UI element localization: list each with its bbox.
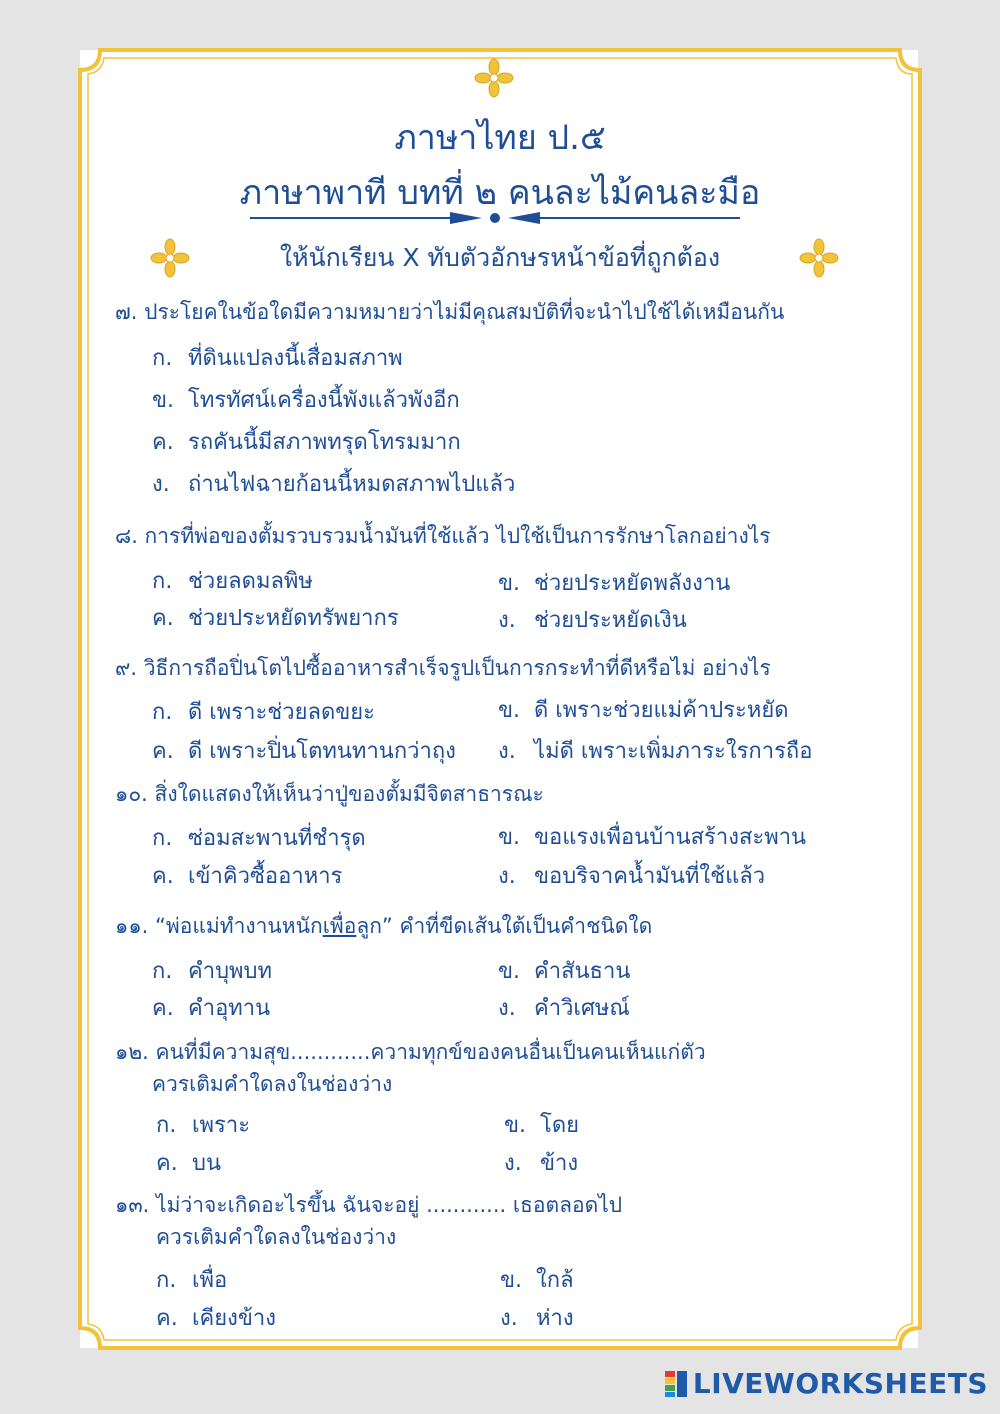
option-letter: ข. xyxy=(498,825,521,850)
option-text: ที่ดินแปลงนี้เสื่อมสภาพ xyxy=(188,346,403,371)
title-divider xyxy=(250,208,740,228)
option-letter: ง. xyxy=(498,739,516,764)
option-letter: ค. xyxy=(156,1151,178,1176)
option-text: เพื่อ xyxy=(192,1268,228,1293)
option-letter: ง. xyxy=(500,1306,518,1331)
option-text: ไม่ดี เพราะเพิ่มภาระใรการถือ xyxy=(534,739,813,764)
worksheet-subtitle: ภาษาพาที บทที่ ๒ คนละไม้คนละมือ xyxy=(239,173,761,213)
option-letter: ค. xyxy=(152,996,174,1021)
option-text: บน xyxy=(192,1151,222,1176)
question-8-stem: ๘. การที่พ่อของตั้มรวบรวมน้ำมันที่ใช้แล้ว ไปใช้เป็นการรักษาโลกอย่างไร xyxy=(115,524,771,548)
stem-suffix: ลูก” คำที่ขีดเส้นใต้เป็นคำชนิดใด xyxy=(356,914,653,938)
option-letter: ค. xyxy=(152,430,174,455)
option-letter: ง. xyxy=(504,1151,522,1176)
option-letter: ค. xyxy=(152,864,174,889)
question-10-option-c[interactable] xyxy=(152,858,342,893)
option-letter: ง. xyxy=(152,472,170,497)
option-text: เข้าคิวซื้ออาหาร xyxy=(188,864,343,889)
question-13-option-a[interactable] xyxy=(156,1262,227,1297)
option-letter: ก. xyxy=(152,569,173,594)
option-text: คำวิเศษณ์ xyxy=(534,996,630,1021)
question-11-stem xyxy=(115,910,652,943)
option-text: ใกล้ xyxy=(536,1268,574,1293)
option-text: ช่วยลดมลพิษ xyxy=(188,569,313,594)
option-text: ถ่านไฟฉายก้อนนี้หมดสภาพไปแล้ว xyxy=(188,472,516,497)
question-12-option-c[interactable] xyxy=(156,1145,221,1180)
option-text: คำสันธาน xyxy=(534,959,631,984)
question-7-stem: ๗. ประโยคในข้อใดมีความหมายว่าไม่มีคุณสมบัติที่จะนำไปใช้ได้เหมือนกัน xyxy=(115,300,785,324)
question-8-option-a[interactable] xyxy=(152,563,313,598)
option-text: ช่วยประหยัดทรัพยากร xyxy=(188,606,399,631)
question-8-option-b[interactable] xyxy=(498,565,730,600)
option-letter: ค. xyxy=(152,606,174,631)
question-10-option-d[interactable] xyxy=(498,858,765,893)
question-12-option-a[interactable] xyxy=(156,1107,250,1142)
top-flower-ornament-icon xyxy=(474,58,514,98)
question-13-stem-line2: ควรเติมคำใดลงในช่องว่าง xyxy=(156,1225,397,1249)
question-11-option-d[interactable] xyxy=(498,990,630,1025)
option-letter: ก. xyxy=(152,700,173,725)
question-12-option-b[interactable] xyxy=(504,1107,579,1142)
option-text: ดี เพราะช่วยลดขยะ xyxy=(188,700,375,725)
question-13-option-b[interactable] xyxy=(500,1262,574,1297)
question-7-option-c[interactable] xyxy=(152,424,461,459)
option-letter: ข. xyxy=(498,959,521,984)
question-9-option-a[interactable] xyxy=(152,694,375,729)
option-text: เพราะ xyxy=(192,1113,251,1138)
option-letter: ข. xyxy=(504,1113,527,1138)
option-text: ช่วยประหยัดเงิน xyxy=(534,608,687,633)
question-12-stem-line2: ควรเติมคำใดลงในช่องว่าง xyxy=(152,1072,393,1096)
option-letter: ง. xyxy=(498,608,516,633)
option-letter: ข. xyxy=(152,388,175,413)
question-9-option-c[interactable] xyxy=(152,733,456,768)
option-text: รถคันนี้มีสภาพทรุดโทรมมาก xyxy=(188,430,461,455)
instruction-text: ให้นักเรียน X ทับตัวอักษรหน้าข้อที่ถูกต้อง xyxy=(279,243,721,272)
liveworksheets-brand[interactable] xyxy=(665,1367,988,1400)
question-7-option-d[interactable] xyxy=(152,466,515,501)
option-text: ข้าง xyxy=(540,1151,579,1176)
stem-prefix: ๑๑. “พ่อแม่ทำงานหนัก xyxy=(115,914,323,938)
option-text: ขอบริจาคน้ำมันที่ใช้แล้ว xyxy=(534,864,766,889)
question-9-option-d[interactable] xyxy=(498,733,812,768)
option-letter: ข. xyxy=(498,571,521,596)
question-13-stem: ๑๓. ไม่ว่าจะเกิดอะไรขึ้น ฉันจะอยู่ ............ เธอตลอดไป xyxy=(115,1193,623,1217)
question-9-option-b[interactable] xyxy=(498,692,789,727)
option-letter: ข. xyxy=(500,1268,523,1293)
worksheet-title: ภาษาไทย ป.๕ xyxy=(394,118,606,158)
question-11-option-b[interactable] xyxy=(498,953,630,988)
question-10-option-b[interactable] xyxy=(498,819,806,854)
option-letter: ก. xyxy=(152,959,173,984)
question-7-option-a[interactable] xyxy=(152,340,403,375)
underlined-word: เพื่อ xyxy=(322,914,357,938)
option-text: โทรทัศน์เครื่องนี้พังแล้วพังอีก xyxy=(188,388,460,413)
option-text: คำบุพบท xyxy=(188,959,273,984)
question-9-stem: ๙. วิธีการถือปิ่นโตไปซื้ออาหารสำเร็จรูปเป็นการกระทำที่ดีหรือไม่ อย่างไร xyxy=(115,656,771,680)
option-text: ดี เพราะช่วยแม่ค้าประหยัด xyxy=(534,698,789,723)
option-text: ขอแรงเพื่อนบ้านสร้างสะพาน xyxy=(534,825,807,850)
option-text: ห่าง xyxy=(536,1306,574,1331)
option-letter: ง. xyxy=(498,996,516,1021)
option-text: คำอุทาน xyxy=(188,996,271,1021)
option-letter: ก. xyxy=(156,1268,177,1293)
question-10-option-a[interactable] xyxy=(152,820,366,855)
question-10-stem: ๑๐. สิ่งใดแสดงให้เห็นว่าปู่ของตั้มมีจิตสาธารณะ xyxy=(115,782,544,806)
option-letter: ค. xyxy=(156,1306,178,1331)
question-11-option-a[interactable] xyxy=(152,953,272,988)
question-11-option-c[interactable] xyxy=(152,990,270,1025)
option-text: ช่วยประหยัดพลังงาน xyxy=(534,571,731,596)
question-8-option-c[interactable] xyxy=(152,600,399,635)
question-13-option-d[interactable] xyxy=(500,1300,574,1335)
option-text: ดี เพราะปิ่นโตทนทานกว่าถุง xyxy=(188,739,456,764)
question-12-option-d[interactable] xyxy=(504,1145,578,1180)
question-13-option-c[interactable] xyxy=(156,1300,276,1335)
option-letter: ง. xyxy=(498,864,516,889)
option-letter: ค. xyxy=(152,739,174,764)
option-letter: ก. xyxy=(152,346,173,371)
liveworksheets-wordmark: LIVEWORKSHEETS xyxy=(692,1367,988,1400)
liveworksheets-logo-icon xyxy=(665,1371,687,1397)
option-text: โดย xyxy=(540,1113,579,1138)
question-7-option-b[interactable] xyxy=(152,382,460,417)
option-text: ซ่อมสะพานที่ชำรุด xyxy=(188,826,366,851)
question-12-stem: ๑๒. คนที่มีความสุข............ความทุกข์ของคนอื่นเป็นคนเห็นแก่ตัว xyxy=(115,1040,706,1064)
option-letter: ข. xyxy=(498,698,521,723)
option-text: เคียงข้าง xyxy=(192,1306,277,1331)
option-letter: ก. xyxy=(156,1113,177,1138)
question-8-option-d[interactable] xyxy=(498,602,687,637)
option-letter: ก. xyxy=(152,826,173,851)
